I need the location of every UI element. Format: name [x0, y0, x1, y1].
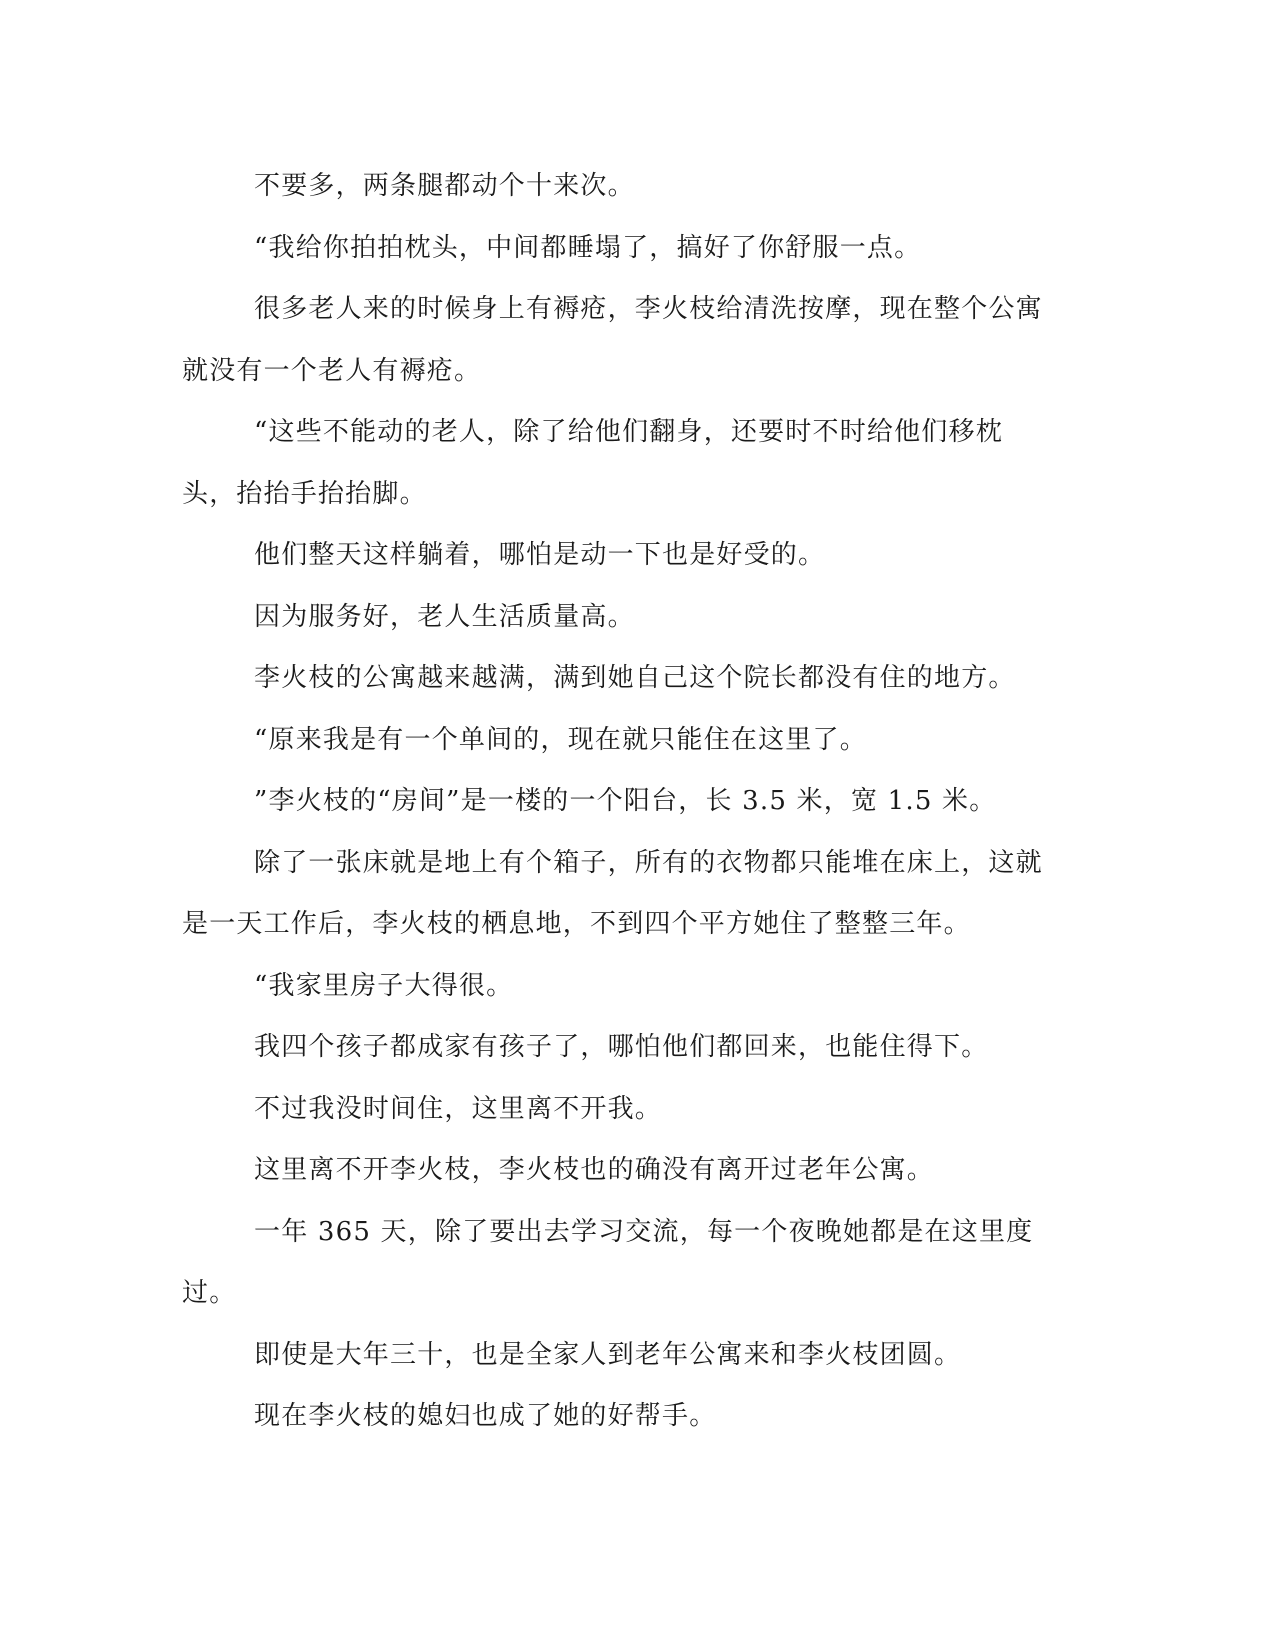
paragraph: 我四个孩子都成家有孩子了，哪怕他们都回来，也能住得下。: [254, 1032, 989, 1062]
paragraph: 不过我没时间住，这里离不开我。: [254, 1093, 663, 1124]
paragraph: “我给你拍拍枕头，中间都睡塌了，搞好了你舒服一点。: [254, 232, 922, 263]
paragraph: 一年 365 天，除了要出去学习交流，每一个夜晚她都是在这里度过。: [182, 1216, 1034, 1308]
paragraph: 李火枝的公寓越来越满，满到她自己这个院长都没有住的地方。: [254, 663, 1016, 693]
paragraph: “这些不能动的老人，除了给他们翻身，还要时不时给他们移枕头，抬抬手抬抬脚。: [182, 417, 1003, 509]
paragraph: 除了一张床就是地上有个箱子，所有的衣物都只能堆在床上，这就是一天工作后，李火枝的栖息地，不到四个平方她住了整整三年。: [182, 847, 1043, 939]
paragraph: “我家里房子大得很。: [254, 970, 514, 1001]
paragraph: 因为服务好，老人生活质量高。: [254, 601, 635, 632]
paragraph: 现在李火枝的媳妇也成了她的好帮手。: [254, 1401, 717, 1431]
paragraph: 即使是大年三十，也是全家人到老年公寓来和李火枝团圆。: [254, 1339, 962, 1370]
paragraph: 很多老人来的时候身上有褥疮，李火枝给清洗按摩，现在整个公寓就没有一个老人有褥疮。: [182, 294, 1043, 386]
paragraph: 他们整天这样躺着，哪怕是动一下也是好受的。: [254, 540, 826, 570]
paragraph: 不要多，两条腿都动个十来次。: [254, 171, 635, 201]
paragraph: ”李火枝的“房间”是一楼的一个阳台，长 3.5 米，宽 1.5 米。: [254, 786, 997, 816]
paragraph: “原来我是有一个单间的，现在就只能住在这里了。: [254, 724, 867, 755]
body-text: [182, 156, 1046, 1448]
paragraph: 这里离不开李火枝，李火枝也的确没有离开过老年公寓。: [254, 1155, 935, 1185]
